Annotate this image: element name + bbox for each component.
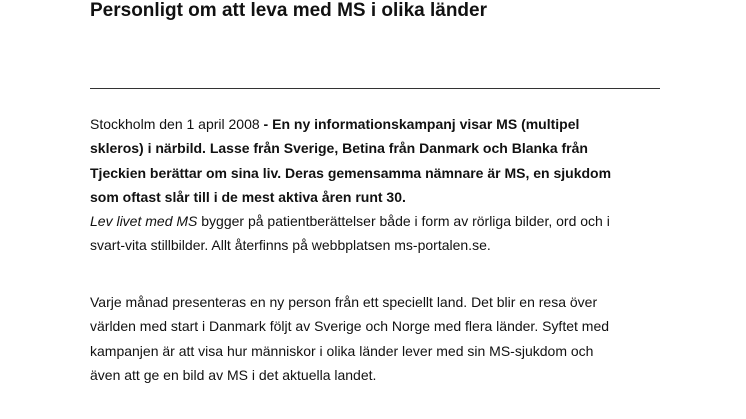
title-divider [90,88,660,89]
dateline: Stockholm den 1 april 2008 [90,116,260,132]
lead-text-3: Tjeckien berättar om sina liv. Deras gemensamma nämnare är MS, en sjukdom [90,164,612,181]
lead-text-2: skleros) i närbild. Lasse från Sverige, Betina från Danmark och Blanka från [90,140,588,157]
campaign-text-1: bygger på patientberättelser både i form av rörliga bilder, ord och i [197,213,610,230]
paragraph2-line-1: Varje månad presenteras en ny person från ett speciellt land. Det blir en resa över [90,294,598,310]
body-paragraph-2 [90,290,662,387]
campaign-line-2: svart-vita stillbilder. Allt återfinns på webbplatsen ms-portalen.se. [90,237,491,254]
intro-line-1 [90,112,662,136]
lead-text-4: som oftast slår till i de mest aktiva åren runt 30. [90,188,406,205]
page-title: Personligt om att leva med MS i olika länder [90,0,487,21]
lead-text-1: - En ny informationskampanj visar MS (multipel [259,116,580,132]
campaign-name: Lev livet med MS [90,213,198,230]
campaign-line-1 [90,209,662,233]
intro-paragraph [90,112,662,258]
paragraph2-line-3: kampanjen är att visa hur människor i olika länder lever med sin MS-sjukdom och [90,342,594,359]
paragraph2-line-2: världen med start i Danmark följt av Sverige och Norge med flera länder. Syftet med [90,318,610,335]
paragraph2-line-4: även att ge en bild av MS i det aktuella landet. [90,366,377,383]
